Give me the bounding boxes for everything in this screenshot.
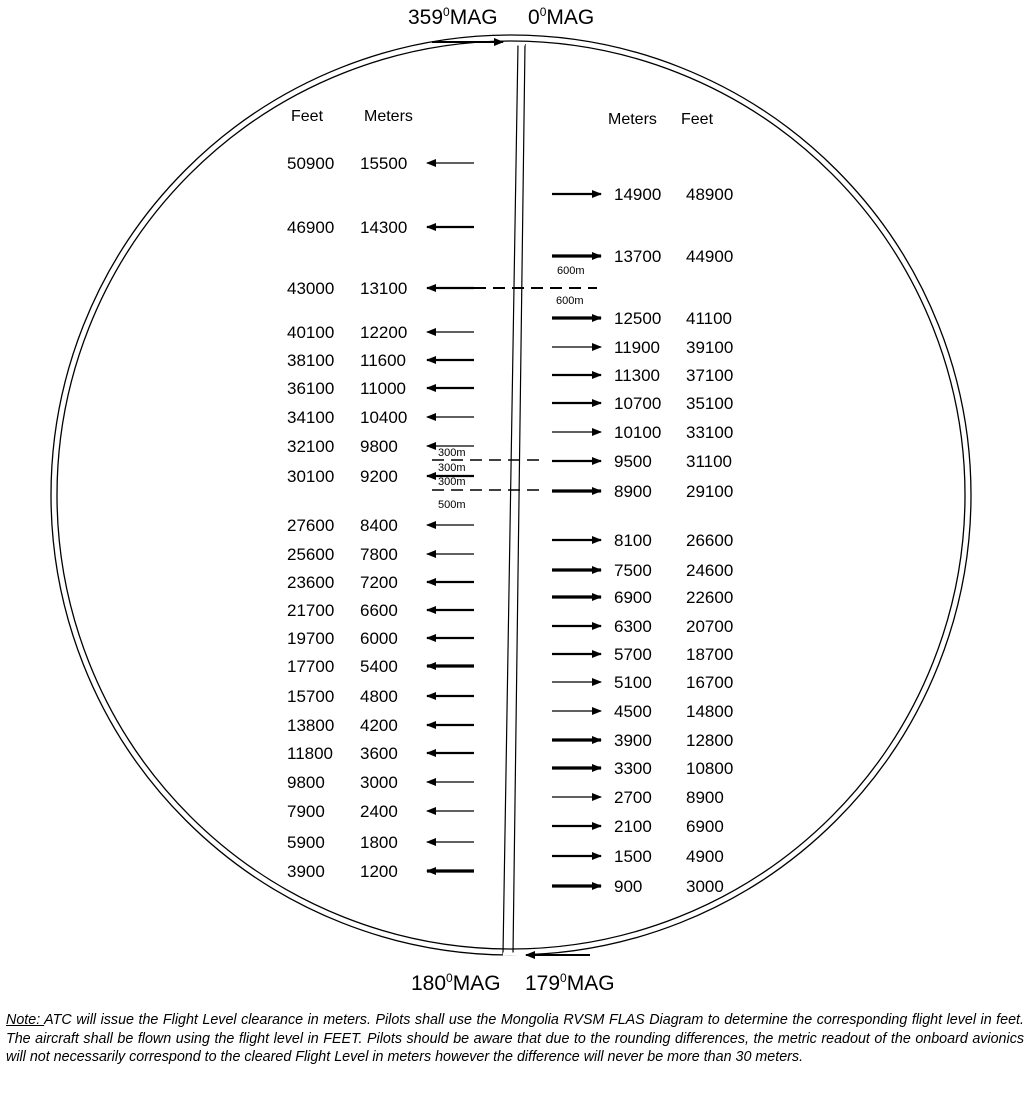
westbound-feet-value: 36100: [287, 379, 335, 398]
eastbound-feet-value: 33100: [686, 423, 734, 442]
eastbound-feet-value: 12800: [686, 731, 734, 750]
eastbound-meters-value: 6300: [614, 617, 652, 636]
divider-left-border: [503, 44, 518, 954]
eastbound-meters-value: 900: [614, 877, 643, 896]
note-label: Note:: [6, 1012, 45, 1028]
eastbound-meters-value: 10700: [614, 394, 662, 413]
westbound-meters-value: 9200: [360, 467, 398, 486]
eastbound-meters-value: 3900: [614, 731, 652, 750]
eastbound-meters-value: 7500: [614, 561, 652, 580]
right-feet-header: Feet: [681, 111, 714, 128]
westbound-meters-value: 9800: [360, 437, 398, 456]
eastbound-meters-value: 5100: [614, 673, 652, 692]
westbound-feet-value: 43000: [287, 279, 335, 298]
eastbound-meters-value: 8100: [614, 531, 652, 550]
eastbound-feet-value: 24600: [686, 561, 734, 580]
westbound-feet-value: 17700: [287, 657, 335, 676]
separation-label: 300m: [438, 447, 466, 459]
westbound-feet-value: 13800: [287, 716, 335, 735]
eastbound-meters-value: 11900: [614, 338, 661, 357]
westbound-feet-value: 34100: [287, 408, 335, 427]
westbound-feet-value: 25600: [287, 545, 335, 564]
westbound-meters-value: 6600: [360, 601, 398, 620]
westbound-feet-value: 3900: [287, 862, 325, 881]
eastbound-meters-value: 2700: [614, 788, 652, 807]
eastbound-feet-value: 48900: [686, 185, 734, 204]
eastbound-meters-value: 10100: [614, 423, 662, 442]
eastbound-meters-value: 3300: [614, 759, 652, 778]
eastbound-meters-value: 12500: [614, 309, 662, 328]
westbound-meters-value: 7800: [360, 545, 398, 564]
westbound-meters-value: 8400: [360, 516, 398, 535]
westbound-feet-value: 46900: [287, 218, 335, 237]
westbound-meters-value: 3600: [360, 744, 398, 763]
eastbound-feet-value: 8900: [686, 788, 724, 807]
westbound-meters-value: 3000: [360, 773, 398, 792]
westbound-feet-value: 30100: [287, 467, 335, 486]
separation-label: 500m: [438, 499, 466, 511]
eastbound-meters-value: 13700: [614, 247, 662, 266]
note-paragraph: [6, 1011, 1024, 1067]
eastbound-meters-value: 1500: [614, 847, 652, 866]
westbound-feet-value: 40100: [287, 323, 335, 342]
eastbound-feet-value: 18700: [686, 645, 734, 664]
westbound-feet-value: 9800: [287, 773, 325, 792]
westbound-meters-value: 2400: [360, 802, 398, 821]
right-meters-header: Meters: [608, 111, 657, 128]
eastbound-meters-value: 2100: [614, 817, 652, 836]
westbound-meters-value: 7200: [360, 573, 398, 592]
westbound-feet-value: 19700: [287, 629, 335, 648]
westbound-meters-value: 4200: [360, 716, 398, 735]
eastbound-meters-value: 14900: [614, 185, 662, 204]
eastbound-feet-value: 37100: [686, 366, 734, 385]
eastbound-feet-value: 16700: [686, 673, 734, 692]
divider-right-border: [513, 44, 527, 954]
eastbound-meters-value: 4500: [614, 702, 652, 721]
left-feet-header: Feet: [291, 108, 324, 125]
separation-label: 300m: [438, 476, 466, 488]
westbound-feet-value: 21700: [287, 601, 335, 620]
westbound-feet-value: 15700: [287, 687, 335, 706]
westbound-meters-value: 15500: [360, 154, 408, 173]
westbound-feet-value: 7900: [287, 802, 325, 821]
westbound-meters-value: 10400: [360, 408, 408, 427]
heading-180-label: $180^0MAG$: [411, 971, 501, 995]
eastbound-feet-value: 6900: [686, 817, 724, 836]
heading-0-label: $0^0MAG$: [528, 5, 595, 29]
westbound-meters-value: 5400: [360, 657, 398, 676]
separation-label: 600m: [556, 295, 584, 307]
eastbound-feet-value: 10800: [686, 759, 734, 778]
separation-label: 600m: [557, 265, 585, 277]
eastbound-feet-value: 29100: [686, 482, 734, 501]
eastbound-feet-value: 22600: [686, 588, 734, 607]
westbound-feet-value: 23600: [287, 573, 335, 592]
westbound-feet-value: 38100: [287, 351, 335, 370]
westbound-feet-value: 32100: [287, 437, 335, 456]
westbound-meters-value: 1800: [360, 833, 398, 852]
eastbound-meters-value: 9500: [614, 452, 652, 471]
eastbound-feet-value: 3000: [686, 877, 724, 896]
eastbound-meters-value: 11300: [614, 366, 661, 385]
eastbound-feet-value: 44900: [686, 247, 734, 266]
eastbound-feet-value: 41100: [686, 309, 733, 328]
eastbound-meters-value: 8900: [614, 482, 652, 501]
eastbound-feet-value: 31100: [686, 452, 733, 471]
eastbound-feet-value: 39100: [686, 338, 734, 357]
eastbound-meters-value: 6900: [614, 588, 652, 607]
eastbound-meters-value: 5700: [614, 645, 652, 664]
separation-label: 300m: [438, 462, 466, 474]
left-meters-header: Meters: [364, 108, 413, 125]
westbound-meters-value: 12200: [360, 323, 408, 342]
westbound-meters-value: 6000: [360, 629, 398, 648]
westbound-meters-value: 13100: [360, 279, 408, 298]
eastbound-feet-value: 26600: [686, 531, 734, 550]
eastbound-feet-value: 20700: [686, 617, 734, 636]
westbound-feet-value: 50900: [287, 154, 335, 173]
westbound-meters-value: 4800: [360, 687, 398, 706]
westbound-feet-value: 5900: [287, 833, 325, 852]
eastbound-feet-value: 35100: [686, 394, 734, 413]
eastbound-feet-value: 4900: [686, 847, 724, 866]
heading-179-label: $179^0MAG$: [525, 971, 615, 995]
westbound-meters-value: 11600: [360, 351, 407, 370]
westbound-meters-value: 14300: [360, 218, 408, 237]
westbound-feet-value: 27600: [287, 516, 335, 535]
note-text: ATC will issue the Flight Level clearance in meters. Pilots shall use the Mongolia RVSM FLAS Diagram to determine the corresponding flight level in feet. The aircraft shall be flown using the flight level in FEET. Pilots should be aware that due to the rounding differences, the metric readout of the onboard avionics will not necessarily correspond to the cleared Flight Level in meters however the difference will never be more than 30 meters.: [6, 1012, 1024, 1065]
eastbound-feet-value: 14800: [686, 702, 734, 721]
westbound-meters-value: 1200: [360, 862, 398, 881]
heading-359-label: $359^0MAG$: [408, 5, 498, 29]
westbound-feet-value: 11800: [287, 744, 334, 763]
westbound-meters-value: 11000: [360, 379, 407, 398]
